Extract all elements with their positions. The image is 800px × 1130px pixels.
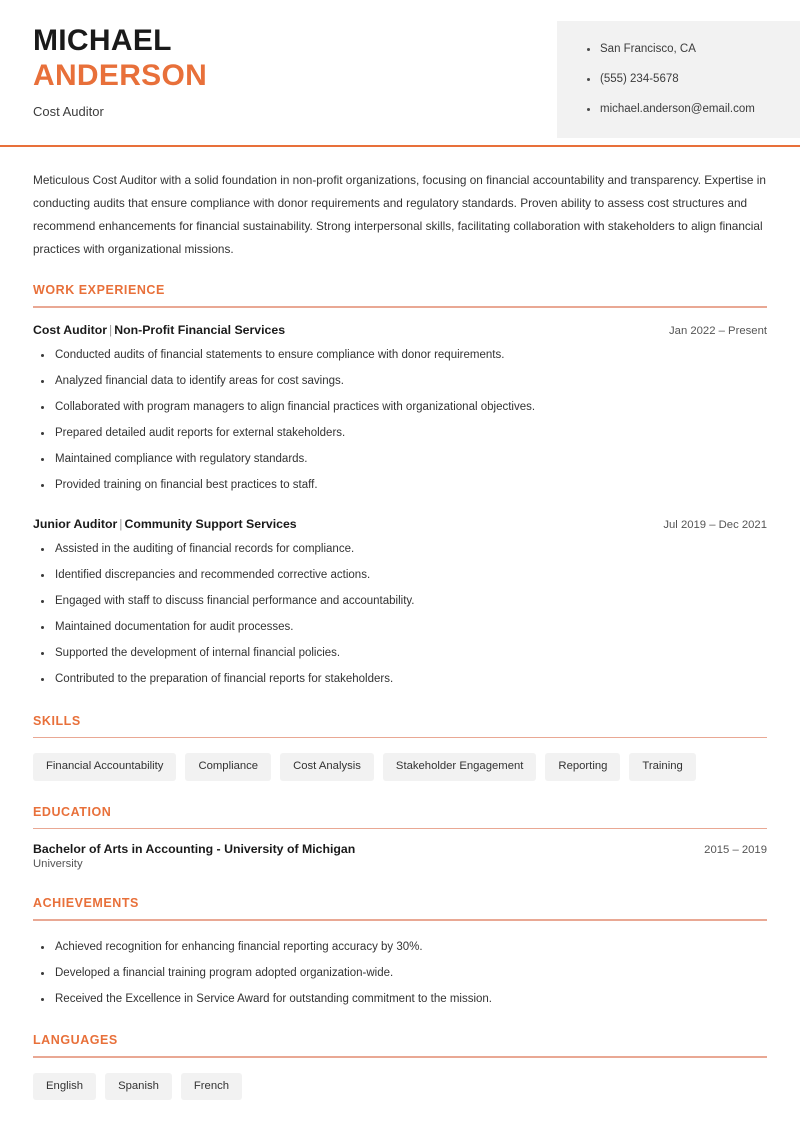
skill-pill: Reporting xyxy=(545,753,620,781)
experience-bullet-list xyxy=(33,542,767,688)
section-title-achievements: ACHIEVEMENTS xyxy=(33,896,139,911)
list-item: Prepared detailed audit reports for external stakeholders. xyxy=(33,426,767,442)
education-entry xyxy=(33,842,767,870)
list-item: Supported the development of internal financial policies. xyxy=(33,646,767,662)
list-item: Received the Excellence in Service Award for outstanding commitment to the mission. xyxy=(33,992,767,1008)
experience-entry xyxy=(33,323,767,494)
achievements-bullet-list xyxy=(33,940,767,1008)
section-achievements xyxy=(33,896,767,1007)
section-rule xyxy=(33,919,767,921)
last-name: ANDERSON xyxy=(33,58,208,92)
language-pill: English xyxy=(33,1073,96,1101)
section-title-education: EDUCATION xyxy=(33,804,112,819)
skills-pill-row xyxy=(33,753,767,781)
list-item: Contributed to the preparation of financial reports for stakeholders. xyxy=(33,672,767,688)
section-title-languages: LANGUAGES xyxy=(33,1033,118,1048)
skill-pill: Compliance xyxy=(185,753,271,781)
contact-email-text: michael.anderson@email.com xyxy=(600,102,755,115)
experience-role: Cost Auditor xyxy=(33,322,107,337)
resume-header xyxy=(0,10,800,136)
title-separator: | xyxy=(109,322,113,337)
skill-pill: Stakeholder Engagement xyxy=(383,753,537,781)
language-pill: Spanish xyxy=(105,1073,172,1101)
experience-entry-header xyxy=(33,323,767,337)
experience-bullet-list xyxy=(33,348,767,494)
section-rule xyxy=(33,1056,767,1058)
education-degree: Bachelor of Arts in Accounting - University of Michigan xyxy=(33,842,356,857)
section-title-work-experience: WORK EXPERIENCE xyxy=(33,283,165,297)
skill-pill: Financial Accountability xyxy=(33,753,176,781)
contact-phone-text: (555) 234-5678 xyxy=(600,72,679,85)
education-subtitle: University xyxy=(33,858,83,871)
bullet-dot-icon xyxy=(587,108,590,111)
list-item: Identified discrepancies and recommended corrective actions. xyxy=(33,568,767,584)
section-skills xyxy=(33,714,767,781)
job-title: Cost Auditor xyxy=(33,104,104,119)
section-work-experience xyxy=(33,283,767,688)
list-item: Provided training on financial best practices to staff. xyxy=(33,478,767,494)
resume-content xyxy=(0,169,800,1100)
identity-block xyxy=(0,10,207,119)
bullet-dot-icon xyxy=(587,48,590,51)
section-education xyxy=(33,805,767,871)
contact-location-text: San Francisco, CA xyxy=(600,43,696,55)
skill-pill: Training xyxy=(629,753,695,781)
title-separator: | xyxy=(119,517,123,532)
professional-summary: Meticulous Cost Auditor with a solid foundation in non-profit organizations, focusing on financial accountability and transparency. Expertise in conducting audits that ensure compliance with donor requirements and regulatory standards. Proven ability to assess cost structures and recommend enhancements for financial sustainability. Strong interpersonal skills, facilitating collaboration with stakeholders to align financial practices with organizational missions. xyxy=(33,173,766,256)
experience-entry xyxy=(33,517,767,688)
contact-email[interactable] xyxy=(587,103,800,117)
header-divider xyxy=(0,145,800,147)
list-item: Achieved recognition for enhancing financial reporting accuracy by 30%. xyxy=(33,940,767,956)
experience-company: Community Support Services xyxy=(124,517,297,532)
contact-phone[interactable] xyxy=(587,73,800,87)
list-item: Maintained documentation for audit processes. xyxy=(33,620,767,636)
list-item: Conducted audits of financial statements to ensure compliance with donor requirements. xyxy=(33,348,767,364)
first-name: MICHAEL xyxy=(33,24,172,57)
education-date: 2015 – 2019 xyxy=(704,844,767,857)
list-item: Maintained compliance with regulatory standards. xyxy=(33,452,767,468)
languages-pill-row xyxy=(33,1073,767,1101)
experience-date: Jul 2019 – Dec 2021 xyxy=(663,519,767,532)
list-item: Developed a financial training program adopted organization-wide. xyxy=(33,966,767,982)
bullet-dot-icon xyxy=(587,78,590,81)
section-languages xyxy=(33,1033,767,1100)
experience-title-line xyxy=(33,517,297,531)
experience-company: Non-Profit Financial Services xyxy=(114,322,286,337)
list-item: Assisted in the auditing of financial records for compliance. xyxy=(33,542,767,558)
section-title-skills: SKILLS xyxy=(33,713,81,728)
list-item: Engaged with staff to discuss financial performance and accountability. xyxy=(33,594,767,610)
education-entry-header xyxy=(33,842,767,856)
section-rule xyxy=(33,828,767,830)
section-rule xyxy=(33,737,767,739)
experience-role: Junior Auditor xyxy=(33,517,118,532)
experience-title-line xyxy=(33,323,285,337)
language-pill: French xyxy=(181,1073,242,1101)
section-rule xyxy=(33,306,767,308)
skill-pill: Cost Analysis xyxy=(280,753,374,781)
list-item: Collaborated with program managers to align financial practices with organizational objectives. xyxy=(33,400,767,416)
experience-date: Jan 2022 – Present xyxy=(669,324,767,337)
experience-entry-header xyxy=(33,517,767,531)
contact-location xyxy=(587,43,800,57)
contact-panel xyxy=(557,21,800,138)
list-item: Analyzed financial data to identify areas for cost savings. xyxy=(33,374,767,390)
